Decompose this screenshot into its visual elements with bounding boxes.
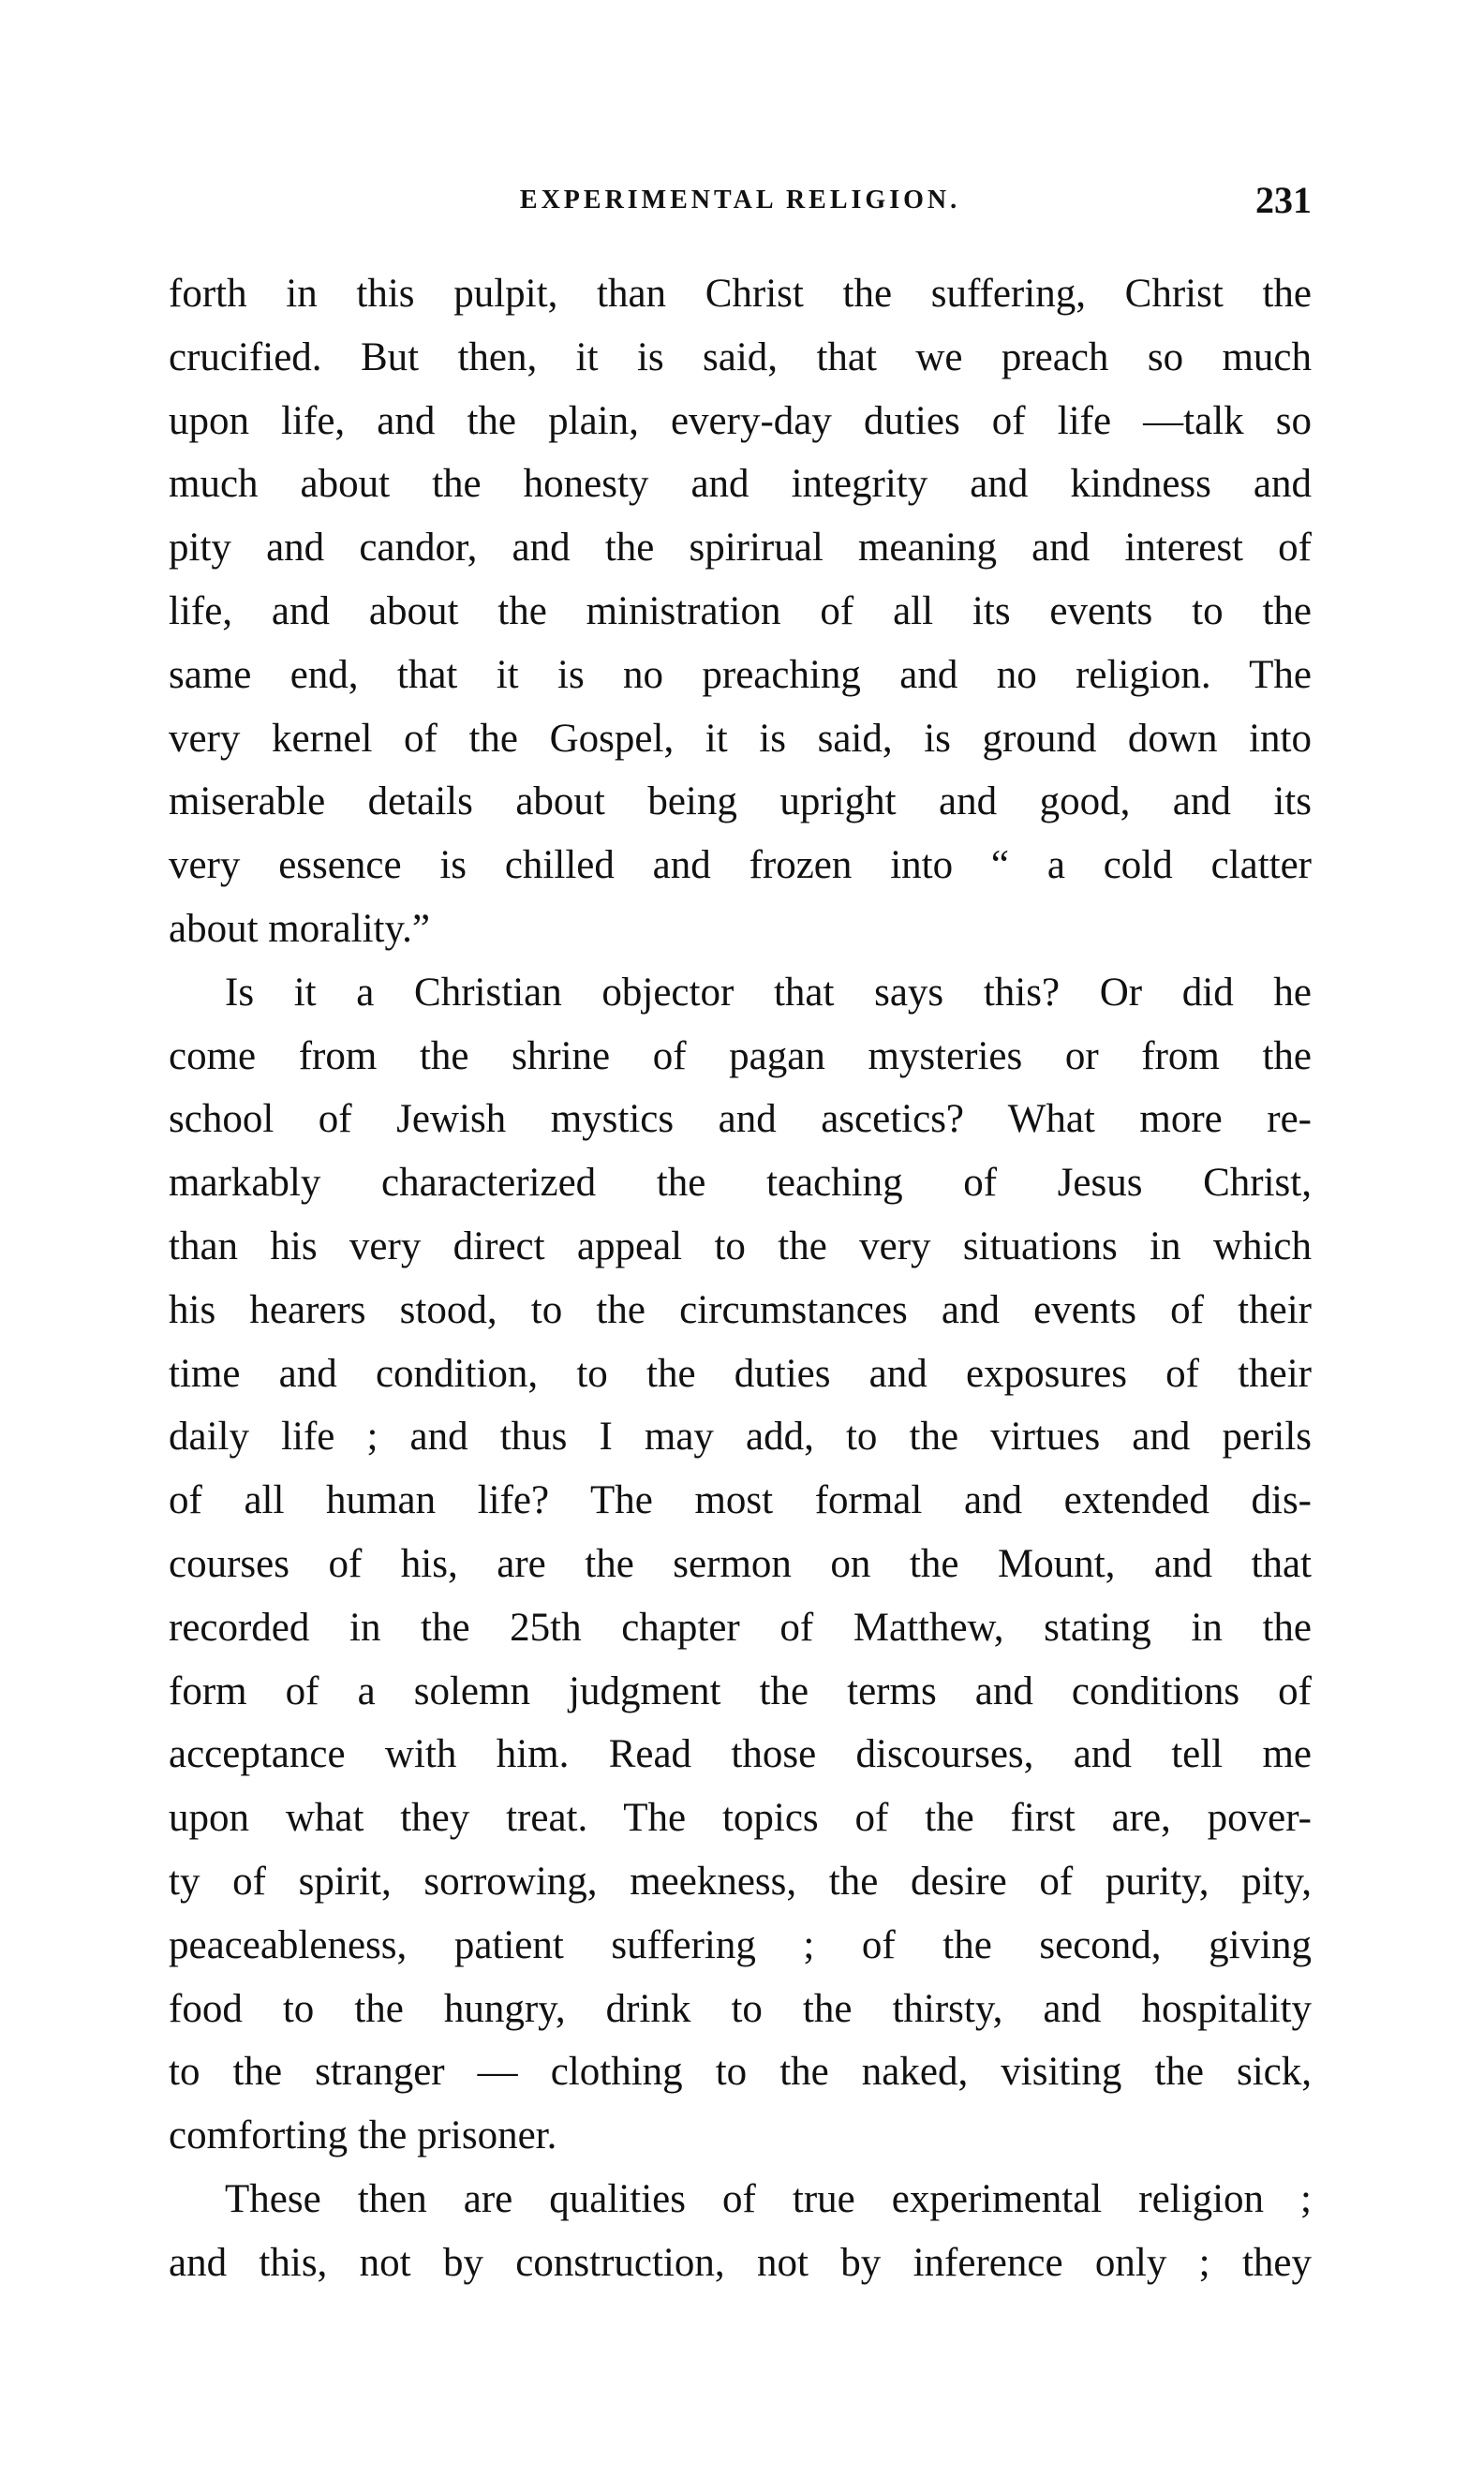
text-line: peaceableness, patient suffering ; of the second, giving (169, 1922, 1312, 1967)
text-line: daily life ; and thus I may add, to the virtues and perils (169, 1415, 1312, 1460)
text-line: miserable details about being upright and good, and its (169, 779, 1312, 824)
running-title: EXPERIMENTAL RELIGION. (519, 185, 961, 215)
paragraph (169, 961, 1312, 2168)
text-line: upon what they treat. The topics of the first are, pover- (169, 1796, 1312, 1841)
text-line: to the stranger — clothing to the naked, visiting the sick, (169, 2050, 1312, 2095)
text-line: come from the shrine of pagan mysteries or from the (169, 1033, 1312, 1078)
text-line: much about the honesty and integrity and kindness and (169, 462, 1312, 507)
text-line: of all human life? The most formal and extended dis- (169, 1478, 1312, 1523)
text-line: upon life, and the plain, every-day duties of life —talk so (169, 398, 1312, 443)
paragraph (169, 262, 1312, 961)
text-line: forth in this pulpit, than Christ the suffering, Christ the (169, 272, 1312, 316)
text-line: and this, not by construction, not by inference only ; they (169, 2240, 1312, 2285)
text-line: ty of spirit, sorrowing, meekness, the desire of purity, pity, (169, 1859, 1312, 1904)
text-line: about morality.” (169, 906, 431, 951)
text-line: food to the hungry, drink to the thirsty, and hospitality (169, 1986, 1312, 2031)
running-head (169, 176, 1312, 225)
text-line: than his very direct appeal to the very situations in which (169, 1223, 1312, 1268)
text-line: markably characterized the teaching of Jesus Christ, (169, 1161, 1312, 1206)
text-line: form of a solemn judgment the terms and conditions of (169, 1668, 1312, 1713)
text-line: comforting the prisoner. (169, 2113, 557, 2158)
text-line: Is it a Christian objector that says this? Or did he (225, 970, 1312, 1015)
text-line: recorded in the 25th chapter of Matthew, stating in the (169, 1605, 1312, 1650)
text-line: school of Jewish mystics and ascetics? What more re- (169, 1097, 1312, 1142)
text-line: crucified. But then, it is said, that we preach so much (169, 334, 1312, 379)
text-line: courses of his, are the sermon on the Mount, and that (169, 1541, 1312, 1586)
body-text (169, 262, 1312, 2295)
text-line: very kernel of the Gospel, it is said, is ground down into (169, 716, 1312, 761)
text-line: life, and about the ministration of all its events to the (169, 588, 1312, 633)
text-line: very essence is chilled and frozen into “ a cold clatter (169, 843, 1312, 888)
text-line: pity and candor, and the spirirual meaning and interest of (169, 526, 1312, 571)
text-line: These then are qualities of true experimental religion ; (225, 2176, 1312, 2221)
paragraph (169, 2168, 1312, 2295)
text-line: acceptance with him. Read those discourses, and tell me (169, 1732, 1312, 1777)
text-line: same end, that it is no preaching and no religion. The (169, 652, 1312, 697)
text-line: his hearers stood, to the circumstances and events of their (169, 1287, 1312, 1332)
text-line: time and condition, to the duties and exposures of their (169, 1351, 1312, 1396)
page-number: 231 (1255, 179, 1312, 221)
